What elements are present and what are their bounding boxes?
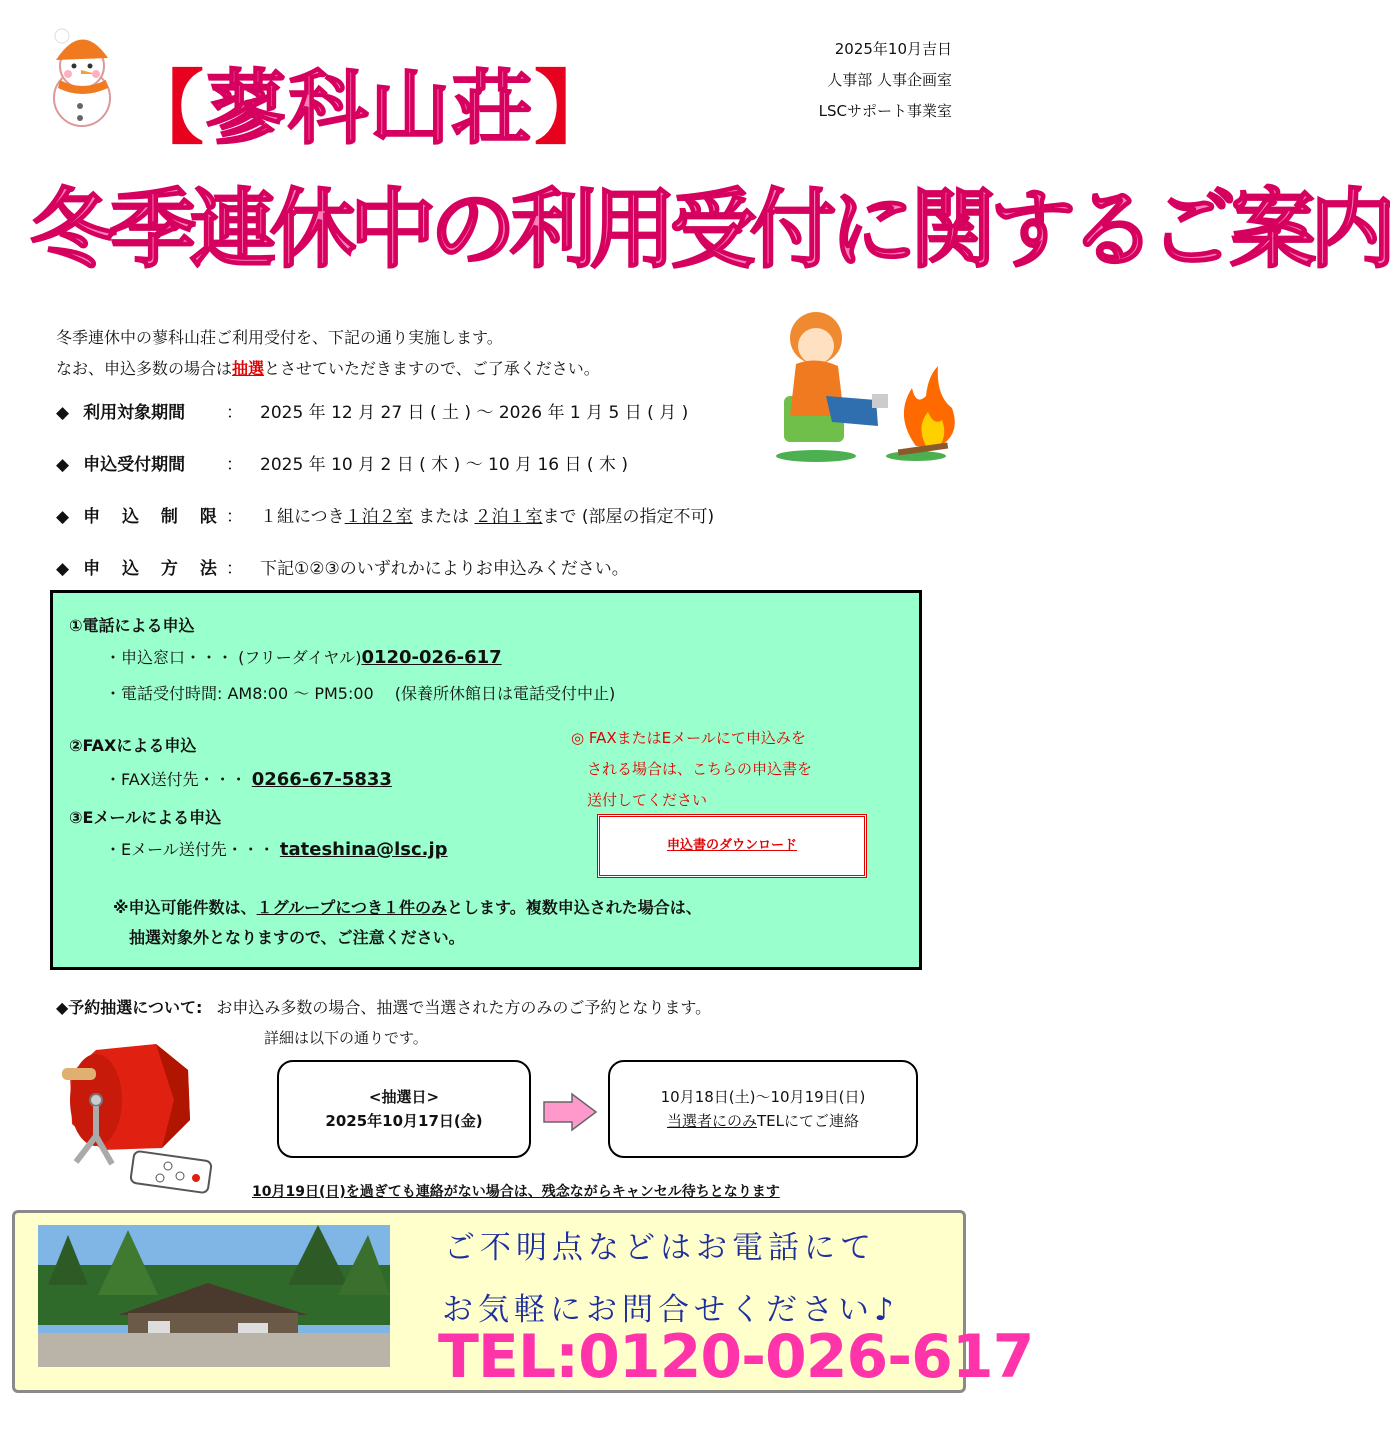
- mail-heading: ③Eメールによる申込: [69, 808, 222, 827]
- page-title-facility: 【蓼科山荘】: [124, 62, 616, 155]
- cancel-wait-note: 10月19日(日)を過ぎても連絡がない場合は、残念ながらキャンセル待ちとなります: [252, 1184, 780, 1200]
- lottery-date: 2025年10月17日(金): [325, 1112, 483, 1130]
- tel-window: ・申込窓口・・・ (フリーダイヤル)0120-026-617: [105, 647, 502, 668]
- lottery-heading: ◆予約抽選について: お申込み多数の場合、抽選で当選された方のみのご予約となります。: [56, 998, 712, 1017]
- tel-heading: ①電話による申込: [69, 616, 195, 635]
- tel-hours: ・電話受付時間: AM8:00 ～ PM5:00 (保養所休館日は電話受付中止): [105, 684, 616, 703]
- contact-method: 当選者にのみTELにてご連絡: [666, 1112, 859, 1130]
- lottery-date-box: [277, 1060, 531, 1158]
- fax-heading: ②FAXによる申込: [69, 736, 197, 755]
- tel-number-link[interactable]: 0120-026-617: [361, 647, 502, 668]
- lottery-machine-illustration: [56, 1040, 228, 1192]
- row-usage-period: ◆ 利用対象期間 ： 2025 年 12 月 27 日 ( 土 ) ～ 2026 年 1 月 5 日 ( 月 ): [56, 403, 689, 423]
- issue-date: 2025年10月吉日: [834, 40, 952, 58]
- footer-message-line2: お気軽にお問合せください♪: [442, 1292, 899, 1328]
- contact-dates: 10月18日(土)～10月19日(日): [660, 1088, 866, 1106]
- winner-contact-box: [608, 1060, 918, 1158]
- footer-tel-number[interactable]: TEL:0120-026-617: [438, 1322, 1034, 1392]
- lottery-subtext: 詳細は以下の通りです。: [264, 1029, 428, 1047]
- camper-by-fire-illustration: [766, 296, 966, 468]
- department: 人事部 人事企画室: [827, 71, 952, 89]
- page-title-main: 冬季連休中の利用受付に関するご案内: [30, 180, 1390, 280]
- row-application-method: ◆ 申 込 方 法： 下記①②③のいずれかによりお申込みください。: [56, 559, 629, 579]
- email-link[interactable]: tateshina@lsc.jp: [279, 839, 448, 860]
- lottery-date-title: <抽選日>: [368, 1088, 440, 1106]
- office: LSCサポート事業室: [818, 102, 952, 120]
- footer-message-line1: ご不明点などはお電話にて: [444, 1230, 876, 1266]
- intro-text: 冬季連休中の蓼科山荘ご利用受付を、下記の通り実施します。 なお、申込多数の場合は抽選とさせていただきますので、ご了承ください。: [56, 328, 600, 378]
- arrow-right-icon: [542, 1092, 598, 1132]
- mail-line: ・Eメール送付先・・・ tateshina@lsc.jp: [105, 839, 448, 860]
- snowman-illustration: [22, 20, 132, 130]
- fax-number: 0266-67-5833: [251, 769, 392, 790]
- header-meta: [819, 34, 952, 127]
- fax-line: ・FAX送付先・・・ 0266-67-5833: [105, 769, 392, 790]
- caution-note: ※申込可能件数は、１グループにつき１件のみとします。複数申込された場合は、 抽選対象外となりますので、ご注意ください。: [113, 898, 702, 947]
- download-form-button[interactable]: 申込書のダウンロード: [597, 814, 867, 878]
- fax-email-note: ◎ FAXまたはEメールにて申込みを される場合は、こちらの申込書を 送付してください: [571, 729, 813, 809]
- facility-photo: [38, 1225, 390, 1367]
- row-application-period: ◆ 申込受付期間 ： 2025 年 10 月 2 日 ( 木 ) ～ 10 月 16 日 ( 木 ): [56, 455, 628, 475]
- row-application-limit: ◆ 申 込 制 限： １組につき１泊２室 または ２泊１室まで (部屋の指定不可): [56, 507, 715, 527]
- lottery-highlight: 抽選: [232, 359, 265, 378]
- application-methods-box: [50, 590, 922, 970]
